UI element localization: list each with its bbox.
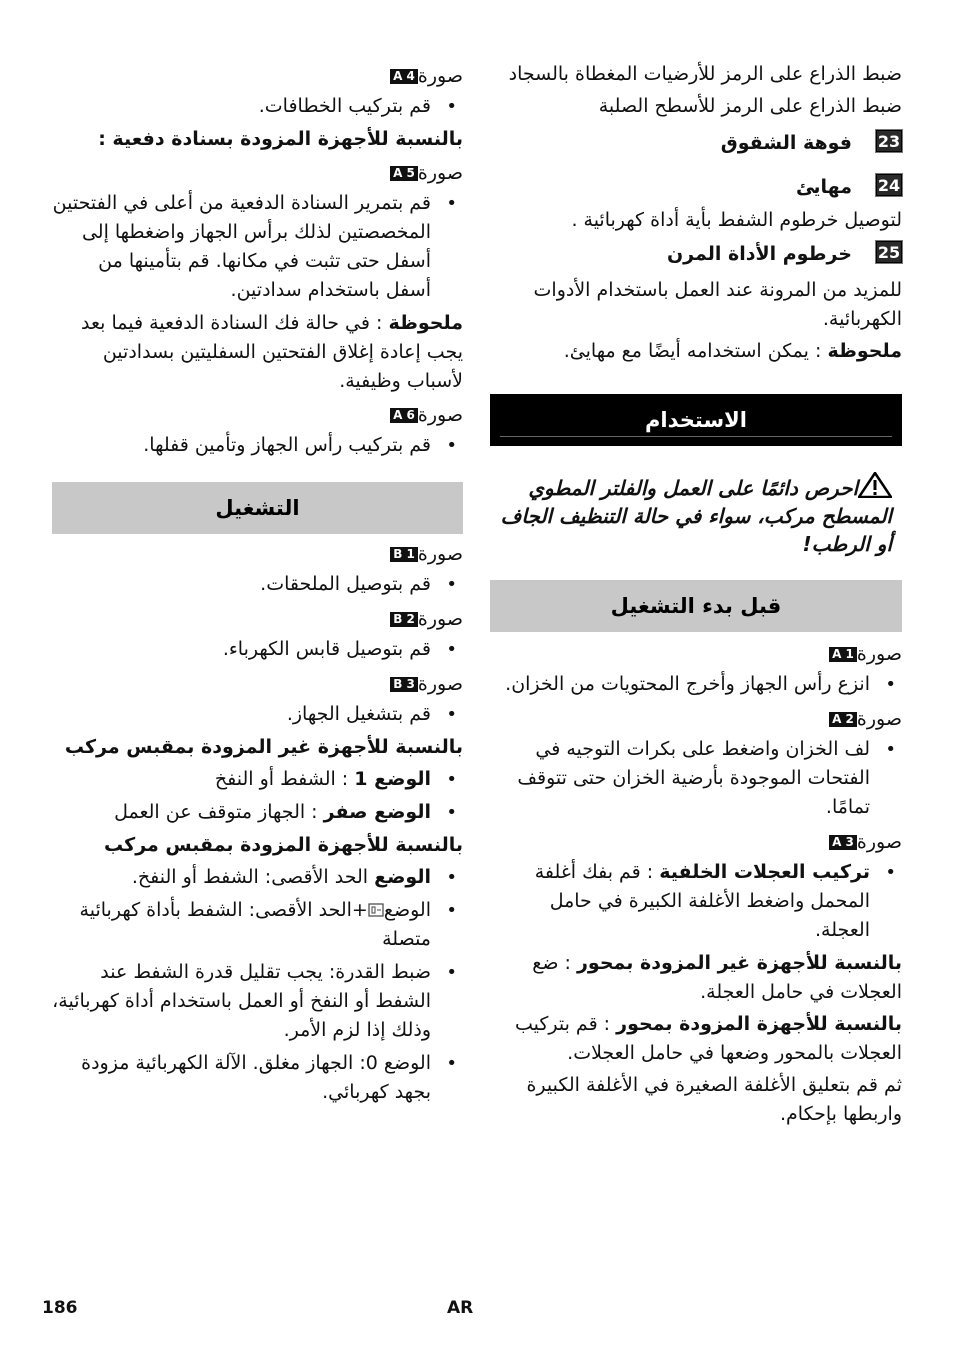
axle-text: : قم بتركيب العجلات بالمحور وضعها في حامل العجلات.	[514, 1013, 902, 1064]
item-title: خرطوم الأداة المرن	[666, 243, 852, 265]
no-axle-label: بالنسبة للأجهزة غير المزودة بمحور	[576, 952, 902, 974]
no-socket-list	[52, 765, 463, 827]
figure-ref-a3	[490, 826, 902, 858]
push-handle-heading	[52, 125, 463, 154]
a2-list	[490, 735, 902, 822]
figure-word: صورة	[417, 608, 463, 630]
position-zero-bullet	[52, 798, 463, 827]
no-axle-paragraph	[490, 949, 902, 1007]
language-code: AR	[447, 1298, 474, 1318]
figure-ref-a1	[490, 638, 902, 670]
note-text: : يمكن استخدامه أيضًا مع مهايئ.	[563, 340, 828, 362]
b1-bullet: • قم بتوصيل الملحقات.	[52, 570, 463, 599]
item-title: فوهة الشقوق	[720, 132, 852, 154]
figure-word: صورة	[417, 673, 463, 695]
no-axle-text: : ضع العجلات في حامل العجلة.	[532, 952, 902, 1003]
a2-bullet: • لف الخزان واضغط على بكرات التوجيه في الفتحات الموجودة بأرضية الخزان حتى تتوقف تمامًا.	[490, 735, 902, 822]
figure-ref-b1	[52, 538, 463, 570]
operation-section-header	[52, 482, 463, 534]
power-adjust-bullet: • ضبط القدرة: يجب تقليل قدرة الشفط عند الشفط أو النفخ أو العمل باستخدام أداة كهربائية، وذلك إذا لزم الأمر.	[52, 958, 463, 1045]
position-1-text: : الشفط أو النفخ	[214, 768, 355, 790]
push-handle-label: بالنسبة للأجهزة المزودة بسنادة دفعية :	[98, 128, 463, 150]
b1-list	[52, 570, 463, 599]
max-position-bullet	[52, 863, 463, 892]
warning-box	[490, 472, 892, 558]
item-number-badge: 23	[877, 132, 901, 151]
figure-badge: A 1	[829, 647, 857, 662]
a4-list	[52, 92, 463, 121]
lever-carpet-text: ضبط الذراع على الرمز للأرضيات المغطاة بالسجاد	[508, 63, 902, 85]
before-start-section-header	[490, 580, 902, 632]
figure-badge: A 5	[390, 166, 418, 181]
figure-badge: B 1	[390, 547, 418, 562]
position-zero-tool-bullet: • الوضع 0: الجهاز مغلق. الآلة الكهربائية مزودة بجهد كهربائي.	[52, 1049, 463, 1107]
b3-bullet: • قم بتشغيل الجهاز.	[52, 700, 463, 729]
item-24	[490, 168, 902, 206]
figure-badge: A 6	[390, 408, 418, 423]
a5-list	[52, 189, 463, 305]
position-zero-label: الوضع صفر	[323, 801, 431, 823]
max-plus-text: +الحد الأقصى: الشفط بأداة كهربائية متصلة	[79, 899, 431, 950]
lever-carpet-paragraph	[490, 60, 902, 89]
power-tool-socket-icon	[368, 902, 384, 918]
a6-bullet: • قم بتركيب رأس الجهاز وتأمين قفلها.	[52, 431, 463, 460]
usage-title: الاستخدام	[645, 408, 747, 432]
figure-ref-a6	[52, 399, 463, 431]
item-number-badge: 25	[877, 243, 901, 262]
rear-wheels-text: : قم بفك أغلفة المحمل واضغط الأغلفة الكبيرة في حامل العجلة.	[534, 861, 870, 941]
before-start-title: قبل بدء التشغيل	[610, 594, 782, 618]
note-text: : في حالة فك السنادة الدفعية فيما بعد يجب إعادة إغلاق الفتحتين السفليتين بسدادتين لأسباب وظيفية.	[81, 312, 463, 392]
small-covers-paragraph: ثم قم بتعليق الأغلفة الصغيرة في الأغلفة الكبيرة واربطها بإحكام.	[526, 1074, 902, 1125]
max-plus-position-bullet	[52, 896, 463, 954]
axle-label: بالنسبة للأجهزة المزودة بمحور	[616, 1013, 902, 1035]
note-label: ملحوظة	[388, 312, 463, 334]
hose-description: للمزيد من المرونة عند العمل باستخدام الأدوات الكهربائية.	[533, 279, 902, 330]
figure-word: صورة	[856, 831, 902, 853]
b2-list	[52, 635, 463, 664]
figure-word: صورة	[417, 404, 463, 426]
figure-badge: A 2	[829, 712, 857, 727]
lever-hard-text: ضبط الذراع على الرمز للأسطح الصلبة	[598, 95, 902, 117]
a6-list	[52, 431, 463, 460]
figure-ref-a5	[52, 157, 463, 189]
warning-triangle-icon	[858, 472, 892, 498]
a1-bullet: • انزع رأس الجهاز وأخرج المحتويات من الخزان.	[490, 670, 902, 699]
max-position-label: الوضع	[374, 866, 431, 888]
item-23	[490, 124, 902, 162]
b3-list	[52, 700, 463, 729]
max-position-text: الحد الأقصى: الشفط أو النفخ.	[131, 866, 375, 888]
position-1-label: الوضع 1	[354, 768, 431, 790]
warning-text: احرص دائمًا على العمل والفلتر المطوي المسطح مركب، سواء في حالة التنظيف الجاف أو الرطب!	[500, 476, 892, 556]
rear-wheels-label: تركيب العجلات الخلفية	[659, 861, 870, 883]
left-column	[52, 60, 463, 1111]
hose-note	[490, 337, 902, 366]
a5-note	[52, 309, 463, 396]
no-socket-heading	[52, 733, 463, 762]
figure-word: صورة	[856, 708, 902, 730]
a3-bullet	[490, 858, 902, 945]
adapter-description: لتوصيل خرطوم الشفط بأية أداة كهربائية .	[571, 209, 902, 231]
header-rule	[500, 436, 892, 437]
figure-ref-a2	[490, 703, 902, 735]
max-plus-label: الوضع	[383, 899, 431, 921]
lever-hard-paragraph	[490, 92, 902, 121]
figure-badge: A 4	[390, 69, 418, 84]
axle-paragraph	[490, 1010, 902, 1068]
position-zero-text: : الجهاز متوقف عن العمل	[114, 801, 324, 823]
figure-badge: B 2	[390, 612, 418, 627]
no-socket-label: بالنسبة للأجهزة غير المزودة بمقبس مركب	[64, 736, 463, 758]
figure-badge: B 3	[390, 677, 418, 692]
socket-label: بالنسبة للأجهزة المزودة بمقبس مركب	[104, 834, 463, 856]
page-number: 186	[42, 1298, 78, 1318]
b2-bullet: • قم بتوصيل قابس الكهرباء.	[52, 635, 463, 664]
usage-section-header	[490, 394, 902, 446]
a3-list	[490, 858, 902, 945]
figure-ref-a4	[52, 60, 463, 92]
operation-title: التشغيل	[215, 496, 300, 520]
a4-bullet: • قم بتركيب الخطافات.	[52, 92, 463, 121]
figure-ref-b3	[52, 668, 463, 700]
figure-word: صورة	[417, 65, 463, 87]
figure-word: صورة	[856, 643, 902, 665]
figure-word: صورة	[417, 543, 463, 565]
socket-list	[52, 863, 463, 1107]
item-25	[490, 238, 902, 270]
item-title: مهايئ	[796, 176, 852, 198]
figure-badge: A 3	[829, 835, 857, 850]
item-number-badge: 24	[877, 176, 901, 195]
a1-list	[490, 670, 902, 699]
figure-word: صورة	[417, 162, 463, 184]
figure-ref-b2	[52, 603, 463, 635]
note-label: ملحوظة	[827, 340, 902, 362]
position-1-bullet	[52, 765, 463, 794]
a5-bullet: • قم بتمرير السنادة الدفعية من أعلى في الفتحتين المخصصتين لذلك برأس الجهاز واضغطها إلى أسفل حتى تثبت في مكانها. قم بتأمينها من أسفل باستخدام سدادتين.	[52, 189, 463, 305]
socket-heading	[52, 831, 463, 860]
right-column	[490, 60, 902, 1132]
